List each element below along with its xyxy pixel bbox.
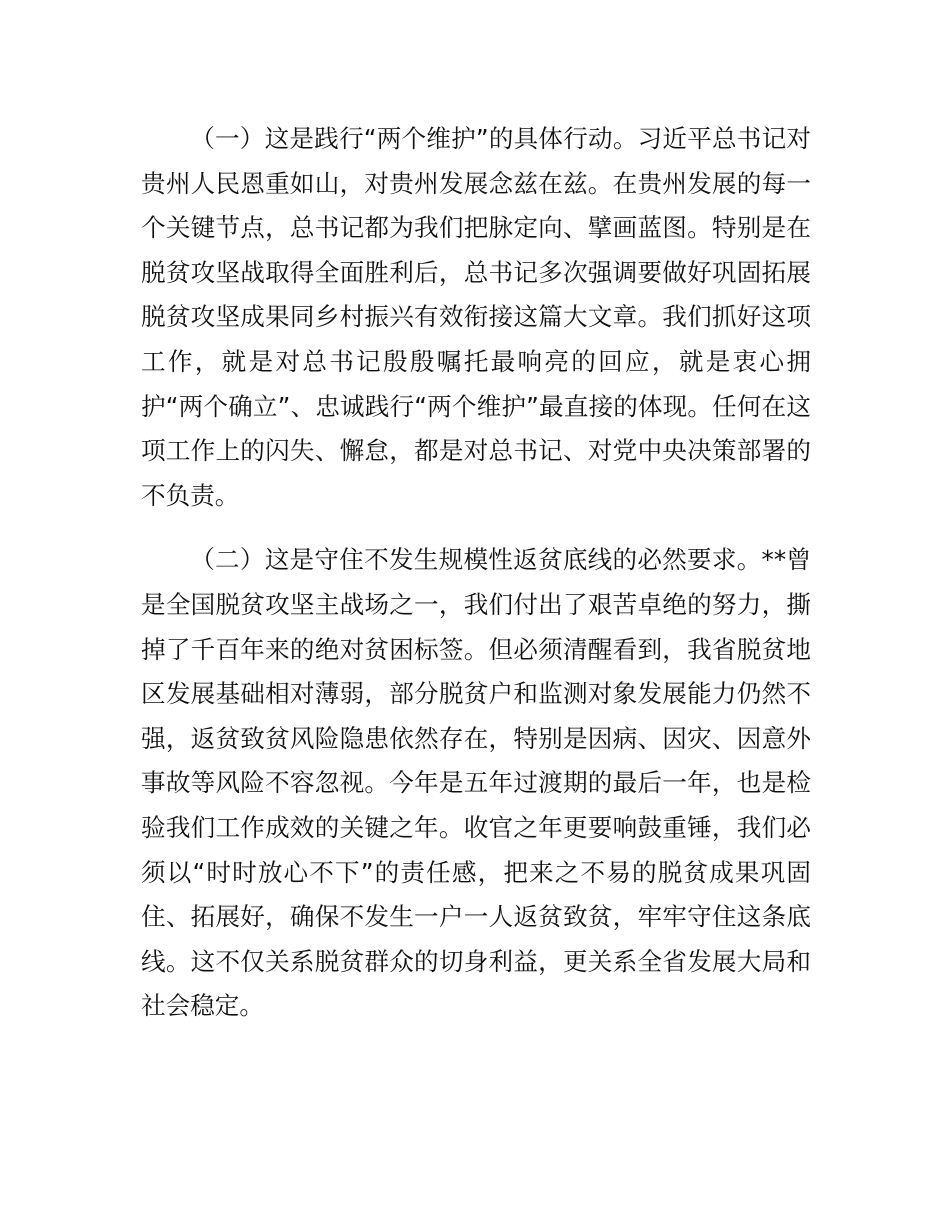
paragraph-one: （一）这是践行“两个维护”的具体行动。习近平总书记对贵州人民恩重如山，对贵州发展念兹在兹。在贵州发展的每一个关键节点，总书记都为我们把脉定向、擘画蓝图。特别是在脱贫攻坚战取得全面胜利后，总书记多次强调要做好巩固拓展脱贫攻坚成果同乡村振兴有效衔接这篇大文章。我们抓好这项工作，就是对总书记殷殷嘱托最响亮的回应，就是衷心拥护“两个确立”、忠诚践行“两个维护”最直接的体现。任何在这项工作上的闪失、懈怠，都是对总书记、对党中央决策部署的不负责。	[141, 124, 811, 510]
document-body	[141, 117, 811, 1049]
paragraph-two: （二）这是守住不发生规模性返贫底线的必然要求。**曾是全国脱贫攻坚主战场之一，我们付出了艰苦卓绝的努力，撕掉了千百年来的绝对贫困标签。但必须清醒看到，我省脱贫地区发展基础相对薄弱，部分脱贫户和监测对象发展能力仍然不强，返贫致贫风险隐患依然存在，特别是因病、因灾、因意外事故等风险不容忽视。今年是五年过渡期的最后一年，也是检验我们工作成效的关键之年。收官之年更要响鼓重锤，我们必须以“时时放心不下”的责任感，把来之不易的脱贫成果巩固住、拓展好，确保不发生一户一人返贫致贫，牢牢守住这条底线。这不仅关系脱贫群众的切身利益，更关系全省发展大局和社会稳定。	[141, 545, 811, 1021]
